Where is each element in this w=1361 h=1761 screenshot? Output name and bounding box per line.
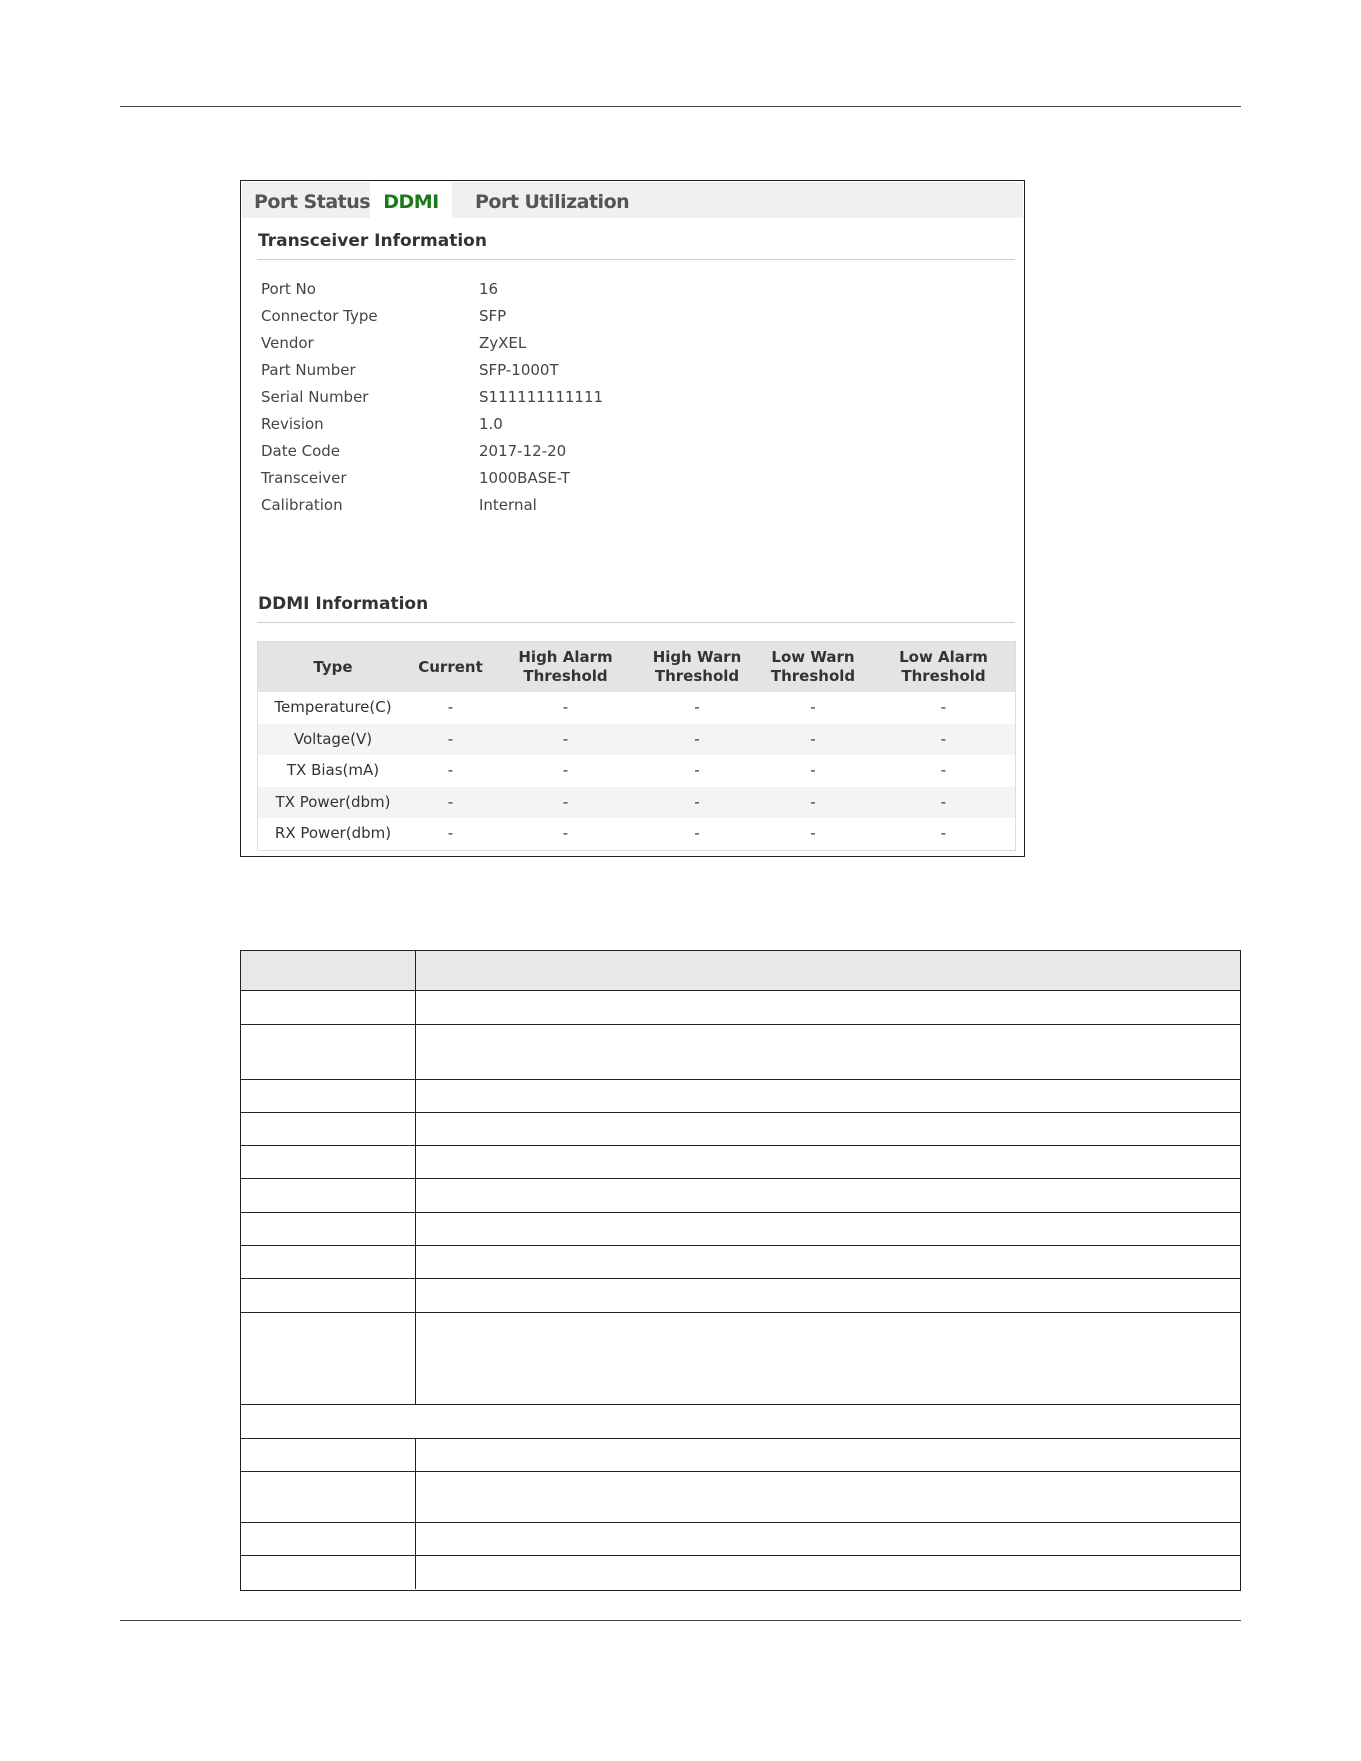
- info-value: SFP: [479, 307, 507, 325]
- info-value: SFP-1000T: [479, 361, 559, 379]
- info-value: Internal: [479, 496, 537, 514]
- cell-high-warn: -: [694, 698, 700, 716]
- cell-high-alarm: -: [562, 761, 569, 779]
- cell-high-warn: -: [694, 792, 700, 811]
- table-row: [258, 787, 1015, 819]
- column-divider: [415, 1439, 416, 1589]
- cell-low-warn: -: [810, 761, 816, 779]
- page-header-rule: [120, 106, 1241, 107]
- info-row-date-code: [261, 442, 961, 466]
- info-value: S111111111111: [479, 388, 604, 406]
- cell-type: RX Power(dbm): [274, 824, 392, 842]
- cell-high-warn: -: [694, 761, 700, 779]
- table-row: [241, 1179, 1240, 1213]
- cell-low-warn: -: [810, 729, 816, 748]
- cell-type: Voltage(V): [293, 729, 373, 748]
- info-label: Connector Type: [261, 307, 378, 325]
- table-row: [258, 724, 1015, 756]
- table-row: [241, 1246, 1240, 1279]
- cell-current: -: [447, 729, 454, 748]
- transceiver-information-title: Transceiver Information: [258, 231, 487, 251]
- cell-current: -: [447, 698, 454, 716]
- info-value: ZyXEL: [479, 334, 527, 352]
- cell-current: -: [447, 824, 454, 842]
- cell-current: -: [447, 792, 454, 811]
- field-description-table: [240, 950, 1241, 1591]
- cell-low-alarm: -: [940, 824, 947, 842]
- tab-port-status[interactable]: Port Status: [254, 191, 371, 213]
- table-row: [241, 1439, 1240, 1472]
- table-row: [241, 1313, 1240, 1405]
- cell-low-alarm: -: [940, 761, 947, 779]
- col-header-type: Type: [313, 657, 353, 676]
- table-row: [241, 1025, 1240, 1080]
- table-row: [241, 991, 1240, 1025]
- tab-port-utilization[interactable]: Port Utilization: [475, 191, 630, 213]
- info-value: 2017-12-20: [479, 442, 567, 460]
- info-row-serial-number: [261, 388, 961, 412]
- info-row-vendor: [261, 334, 961, 358]
- info-value: 1000BASE-T: [479, 469, 570, 487]
- col-header-high-alarm: High Alarm Threshold: [518, 648, 613, 685]
- cell-type: TX Bias(mA): [286, 761, 380, 779]
- info-label: Vendor: [261, 334, 314, 352]
- col-header-low-warn: Low Warn Threshold: [770, 648, 856, 685]
- table-row: [241, 1080, 1240, 1113]
- info-label: Revision: [261, 415, 324, 433]
- cell-high-alarm: -: [562, 729, 569, 748]
- tab-ddmi[interactable]: DDMI: [370, 182, 452, 218]
- cell-low-alarm: -: [940, 698, 947, 716]
- info-label: Date Code: [261, 442, 341, 460]
- cell-high-alarm: -: [562, 824, 569, 842]
- cell-low-warn: -: [810, 698, 816, 716]
- info-label: Port No: [261, 280, 316, 298]
- ddmi-table: [257, 641, 1016, 851]
- info-label: Part Number: [261, 361, 356, 379]
- info-value: 1.0: [479, 415, 503, 433]
- info-label: Calibration: [261, 496, 343, 514]
- cell-type: TX Power(dbm): [275, 792, 391, 811]
- cell-low-warn: -: [810, 792, 816, 811]
- table-row: [241, 1405, 1240, 1439]
- col-header-high-warn: High Warn Threshold: [652, 648, 742, 685]
- info-label: Serial Number: [261, 388, 369, 406]
- info-row-connector-type: [261, 307, 961, 331]
- info-value: 16: [479, 280, 499, 298]
- col-header-current: Current: [418, 657, 483, 676]
- col-header-low-alarm: Low Alarm Threshold: [899, 648, 988, 685]
- cell-type: Temperature(C): [274, 698, 392, 716]
- info-row-calibration: [261, 496, 961, 520]
- cell-high-warn: -: [694, 729, 700, 748]
- column-divider: [415, 1025, 416, 1405]
- cell-current: -: [447, 761, 454, 779]
- cell-low-warn: -: [810, 824, 816, 842]
- ddmi-information-title: DDMI Information: [258, 594, 429, 614]
- tab-bar: [242, 182, 1023, 218]
- column-divider: [415, 951, 416, 1025]
- table-row: [241, 1279, 1240, 1313]
- page-footer-rule: [120, 1620, 1241, 1621]
- info-row-revision: [261, 415, 961, 439]
- description-table-header: [241, 951, 1240, 991]
- table-row: [241, 1523, 1240, 1556]
- cell-low-alarm: -: [940, 792, 947, 811]
- table-row: [258, 692, 1015, 724]
- ddmi-section-rule: [257, 622, 1015, 623]
- table-row: [241, 1146, 1240, 1179]
- ddmi-table-header: [258, 642, 1015, 692]
- info-row-part-number: [261, 361, 961, 385]
- cell-high-alarm: -: [562, 698, 569, 716]
- cell-high-warn: -: [694, 824, 700, 842]
- cell-low-alarm: -: [940, 729, 947, 748]
- info-row-transceiver: [261, 469, 961, 493]
- table-row: [258, 755, 1015, 787]
- transceiver-section-rule: [257, 259, 1015, 260]
- info-label: Transceiver: [261, 469, 347, 487]
- table-row: [258, 818, 1015, 850]
- table-row: [241, 1113, 1240, 1146]
- ddmi-screenshot-frame: [240, 180, 1025, 857]
- table-row: [241, 1472, 1240, 1523]
- info-row-port-no: [261, 280, 961, 304]
- cell-high-alarm: -: [562, 792, 569, 811]
- table-row: [241, 1213, 1240, 1246]
